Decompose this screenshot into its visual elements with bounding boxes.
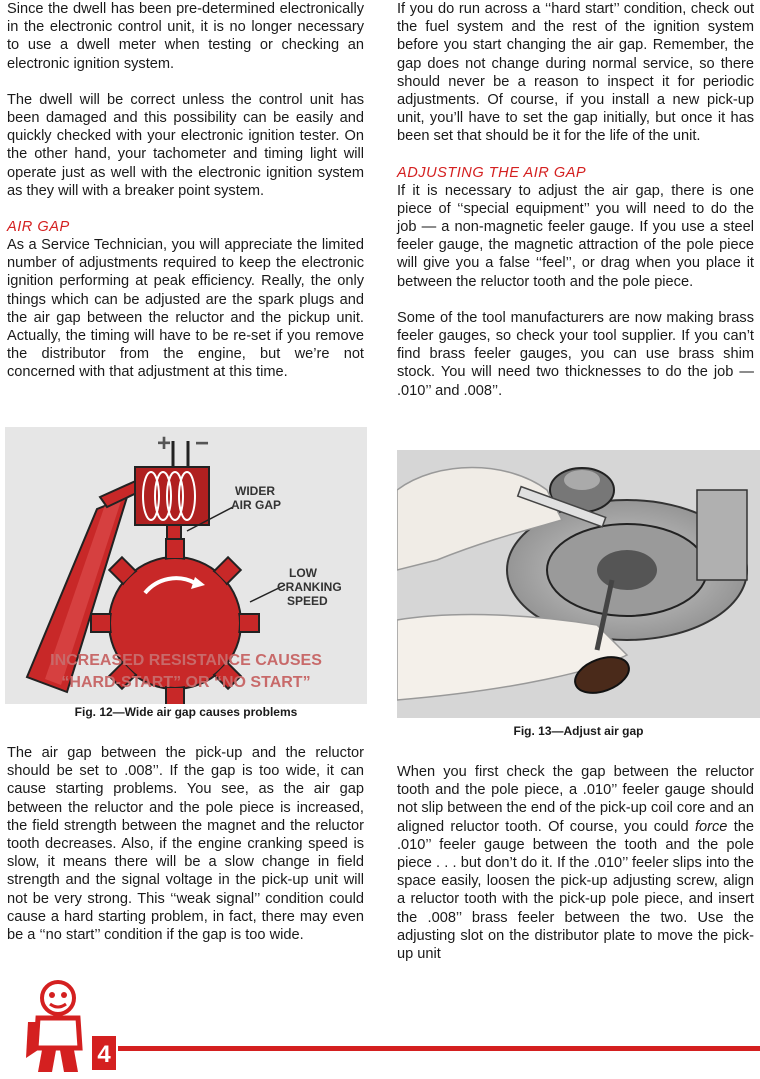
heading-air-gap: AIR GAP: [7, 219, 70, 236]
paragraph-brass-gauges: Some of the tool manufacturers are now making brass feeler gauges, so check your tool supplier. If you can’t find brass feeler gauges, you can use brass shim stock. You will need two thicknesses to do the job — .010’’ and .008’’.: [397, 309, 754, 399]
diagram-bottom-line-2: “HARD-START” OR “NO START”: [61, 674, 311, 691]
paragraph-check-gap: [397, 763, 754, 963]
paragraph-air-gap-intro: As a Service Technician, you will appreciate the limited number of adjustments required to keep the electronic ignition performing at peak efficiency. Really, the only things which can be adjusted are the spark plugs and the air gap between the reluctor and the pickup unit. Actually, the timing will have to be re-set if you remove the distributor from the engine, but we’re not concerned with that adjustment at this time.: [7, 237, 364, 381]
minus-sign: −: [195, 430, 210, 457]
paragraph-feeler-gauge: If it is necessary to adjust the air gap, there is one piece of ‘‘special equipment’’ you will need to do the job — a non-magnetic feeler gauge. If you use a steel feeler gauge, the magnetic attraction of the pole piece will give you a false ‘‘feel’’, or drag when you place it between the reluctor tooth and the pole piece.: [397, 182, 754, 290]
right-column: [397, 0, 754, 400]
heading-adjusting-air-gap: ADJUSTING THE AIR GAP: [397, 164, 587, 181]
figure-12-caption: Fig. 12—Wide air gap causes problems: [74, 705, 298, 719]
figure-12-diagram: [5, 427, 367, 704]
plus-sign: +: [157, 430, 172, 457]
left-column: [7, 0, 364, 382]
figure-13-caption: Fig. 13—Adjust air gap: [513, 724, 644, 738]
paragraph-air-gap-setting: The air gap between the pick-up and the reluctor should be set to .008’’. If the gap is too wide, it can cause starting problems. You see, as the air gap between the reluctor and the pole piece is increased, the field strength between the magnet and the reluctor tooth decreases. Also, if the engine cranking speed is slow, it means there will be a slow change in field strength and the signal voltage in the pick-up unit will not be very strong. This ‘‘weak signal’’ condition could cause a hard starting problem, in fact, there may even be a ‘‘no start’’ condition if the gap is too wide.: [7, 745, 364, 944]
label-wider: WIDER: [235, 484, 275, 498]
paragraph-dwell-intro: Since the dwell has been pre-determined electronically in the electronic control unit, it is no longer necessary to use a dwell meter when testing or checking an electronic ignition system.: [7, 1, 364, 72]
right-column-lower: [397, 763, 754, 963]
label-low: LOW: [289, 566, 317, 580]
emphasis-force: force: [694, 818, 728, 835]
adjust-air-gap-photo: [397, 450, 760, 718]
diagram-bottom-line-1: INCREASED RESISTANCE CAUSES: [50, 652, 322, 669]
label-speed: SPEED: [287, 594, 328, 608]
left-column-lower: [7, 744, 364, 944]
page-number: 4: [97, 1041, 111, 1068]
label-cranking: CRANKING: [277, 580, 342, 594]
check-gap-text-b: the .010’’ feeler gauge between the tooth and the pole piece . . . but don’t do it. If the .010’’ feeler slips into the space easily, loosen the pick-up adjusting screw, align a reluctor tooth with the pick-up pole piece, and insert the .008’’ brass feeler between the two. Use the adjusting slot on the distributor plate to move the pick-up unit: [397, 818, 755, 963]
label-air-gap: AIR GAP: [231, 498, 282, 512]
footer-rule: [118, 1046, 760, 1051]
paragraph-dwell-correct: The dwell will be correct unless the control unit has been damaged and this possibility can be easily and quickly checked with your electronic ignition tester. On the other hand, your tachometer and timing light will operate just as well with the electronic ignition system as they will with a breaker point system.: [7, 91, 364, 199]
paragraph-hard-start: If you do run across a ‘‘hard start’’ condition, check out the fuel system and the rest of the ignition system before you start changing the air gap. Remember, the gap does not change during normal service, so there should never be a reason to inspect it for periodic adjustments. Of course, if you install a new pick-up unit, you’ll have to set the gap initially, but once it has been set that should be it for the life of the unit.: [397, 1, 754, 145]
air-gap-diagram: [5, 427, 367, 704]
check-gap-text-a: When you first check the gap between the reluctor tooth and the pole piece, a .010’’ feeler gauge should not slip between the end of the pick-up coil core and an aligned reluctor tooth. Of course, you could: [397, 764, 754, 835]
figure-13-photo: [397, 450, 760, 718]
